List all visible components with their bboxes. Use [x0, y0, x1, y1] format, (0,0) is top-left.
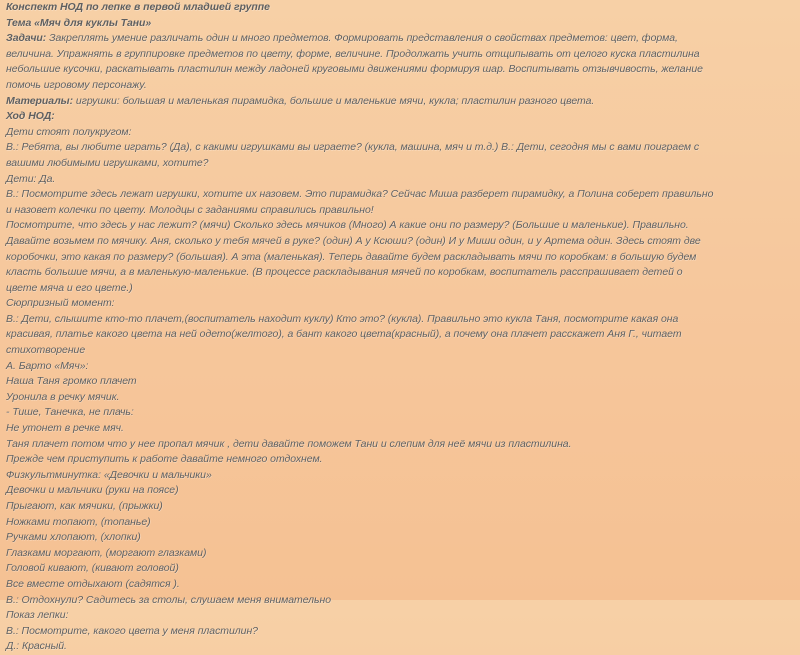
text-line — [6, 499, 794, 515]
line-text: Закреплять умение различать один и много предметов. Формировать представления о свойствах предметов: цвет, форма, — [46, 32, 678, 45]
text-line — [6, 546, 794, 562]
line-text: В.: Посмотрите, какого цвета у меня пластилин? — [6, 624, 258, 637]
text-line — [6, 94, 794, 110]
text-line — [6, 296, 794, 312]
line-text: В.: Ребята, вы любите играть? (Да), с какими игрушками вы играете? (кукла, машина, мяч и т.д.) В.: Дети, сегодня мы с вами поиграем с — [6, 141, 700, 154]
text-line — [6, 31, 794, 47]
text-line — [6, 78, 794, 94]
text-line — [6, 390, 794, 406]
line-text: помочь игровому персонажу. — [6, 78, 147, 91]
text-line — [6, 234, 794, 250]
text-line — [6, 109, 794, 125]
line-text: Д.: Красный. — [6, 640, 67, 653]
line-text: Дети: Да. — [6, 172, 56, 185]
line-text: Ручками хлопают, (хлопки) — [6, 531, 141, 544]
line-text: Прежде чем приступить к работе давайте немного отдохнем. — [6, 453, 323, 466]
line-text: Дети стоят полукругом: — [6, 125, 132, 138]
text-line — [6, 530, 794, 546]
line-text: В.: Отдохнули? Садитесь за столы, слушаем меня внимательно — [6, 593, 332, 606]
text-line — [6, 343, 794, 359]
line-text: цвете мяча и его цвете.) — [6, 281, 133, 294]
text-line — [6, 577, 794, 593]
line-text: игрушки: большая и маленькая пирамидка, большие и маленькие мячи, кукла; пластилин разного цвета. — [73, 94, 595, 107]
line-text: Давайте возьмем по мячику. Аня, сколько у тебя мячей в руке? (один) А у Ксюши? (один) И у Миши один, и у Артема один. Здесь стоят две — [6, 234, 701, 247]
text-line — [6, 561, 794, 577]
line-text: Не утонет в речке мяч. — [6, 422, 124, 435]
text-line — [6, 0, 794, 16]
line-text: Девочки и мальчики (руки на поясе) — [6, 484, 179, 497]
line-text: Прыгают, как мячики, (прыжки) — [6, 500, 163, 512]
text-line — [6, 421, 794, 437]
line-text: Все вместе отдыхают (садятся ). — [6, 577, 180, 590]
line-text: Физкультминутка: «Девочки и мальчики» — [6, 468, 212, 481]
text-line — [6, 203, 794, 219]
document-body — [6, 0, 794, 655]
line-text: Уронила в речку мячик. — [6, 390, 120, 403]
line-text: Глазками моргают, (моргают глазками) — [6, 546, 207, 559]
text-line — [6, 515, 794, 531]
text-line — [6, 312, 794, 328]
line-text: Посмотрите, что здесь у нас лежит? (мячи) Сколько здесь мячиков (Много) А какие они по размеру? (Большие и маленькие). Правильно. — [6, 219, 689, 232]
text-line — [6, 405, 794, 421]
text-line — [6, 172, 794, 188]
text-line — [6, 483, 794, 499]
line-label: Материалы: — [6, 94, 74, 107]
line-text: небольшие кусочки, раскатывать пластилин между ладоней круговыми движениями формируя шар. Воспитывать отзывчивость, желание — [6, 63, 703, 76]
text-line — [6, 359, 794, 375]
text-line — [6, 156, 794, 172]
text-line — [6, 327, 794, 343]
text-line — [6, 593, 794, 609]
text-line — [6, 16, 794, 32]
line-text: Конспект НОД по лепке в первой младшей группе — [6, 1, 270, 13]
line-text: величина. Упражнять в группировке предметов по цвету, форме, величине. Продолжать учить отщипывать от целого куска пластилина — [6, 47, 700, 60]
text-line — [6, 47, 794, 63]
text-line — [6, 608, 794, 624]
text-line — [6, 468, 794, 484]
line-text: коробочки, это какая по размеру? (большая). А эта (маленькая). Теперь давайте будем раскладывать мячи по коробкам: в большую будем — [6, 250, 697, 263]
text-line — [6, 437, 794, 453]
line-text: Ход НОД: — [6, 110, 55, 123]
line-text: Сюрпризный момент: — [6, 297, 115, 310]
line-label: Задачи: — [6, 32, 47, 45]
line-text: - Тише, Танечка, не плачь: — [6, 406, 134, 419]
line-text: Наша Таня громко плачет — [6, 375, 137, 388]
line-text: класть большие мячи, а в маленькую-маленькие. (В процессе раскладывания мячей по коробкам, воспитатель расспрашивает детей о — [6, 266, 683, 279]
line-text: Ножками топают, (топанье) — [6, 515, 151, 528]
text-line — [6, 250, 794, 266]
text-line — [6, 452, 794, 468]
line-text: стихотворение — [6, 344, 86, 357]
text-line — [6, 624, 794, 640]
line-text: В.: Посмотрите здесь лежат игрушки, хотите их назовем. Это пирамидка? Сейчас Миша разберет пирамидку, а Полина соберет правильно — [6, 188, 714, 201]
text-line — [6, 265, 794, 281]
text-line — [6, 639, 794, 655]
line-text: Таня плачет потом что у нее пропал мячик , дети давайте поможем Тани и слепим для неё мячи из пластилина. — [6, 437, 572, 450]
text-line — [6, 218, 794, 234]
text-line — [6, 374, 794, 390]
line-text: А. Барто «Мяч»: — [6, 359, 89, 372]
text-line — [6, 140, 794, 156]
text-line — [6, 187, 794, 203]
line-text: Показ лепки: — [6, 609, 69, 622]
line-text: красивая, платье какого цвета на ней одето(желтого), а бант какого цвета(красный), а почему она плачет расскажет Аня Г., читает — [6, 328, 682, 341]
line-text: и назовет колечки по цвету. Молодцы с заданиями справились правильно! — [6, 203, 374, 216]
line-text: Тема «Мяч для куклы Тани» — [6, 16, 152, 29]
line-text: В.: Дети, слышите кто-то плачет,(воспитатель находит куклу) Кто это? (кукла). Правильно это кукла Таня, посмотрите какая она — [6, 312, 679, 325]
text-line — [6, 62, 794, 78]
line-text: Головой кивают, (кивают головой) — [6, 562, 179, 575]
text-line — [6, 281, 794, 297]
line-text: вашими любимыми игрушками, хотите? — [6, 156, 209, 169]
text-line — [6, 125, 794, 141]
